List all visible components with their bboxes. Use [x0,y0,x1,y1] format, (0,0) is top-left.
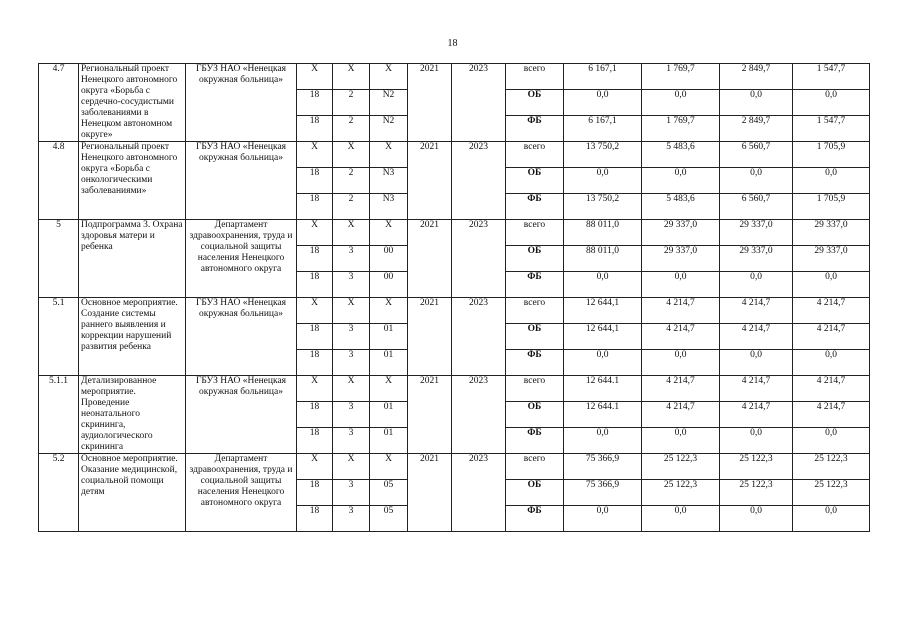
amount-2022: 0,0 [720,428,793,454]
code-pp: 3 [333,272,370,298]
year-end: 2023 [452,220,506,298]
amount-2023: 0,0 [793,272,870,298]
amount-total: 75 366,9 [564,480,642,506]
responsible-org: Департамент здравоохранения, труда и социальной защиты населения Ненецкого автономного округа [186,454,297,532]
amount-2021: 25 122,3 [642,480,720,506]
amount-total: 0,0 [564,168,642,194]
code-pp: Х [333,454,370,480]
amount-total: 12 644,1 [564,324,642,350]
amount-2021: 29 337,0 [642,220,720,246]
year-start: 2021 [408,64,452,142]
funding-source: всего [506,64,564,90]
amount-2022: 25 122,3 [720,480,793,506]
year-start: 2021 [408,376,452,454]
amount-2023: 0,0 [793,168,870,194]
code-om: 01 [370,402,408,428]
amount-total: 6 167,1 [564,116,642,142]
code-pp: 3 [333,324,370,350]
table-row [39,142,870,168]
funding-source: всего [506,220,564,246]
code-gp: Х [297,142,333,168]
code-gp: 18 [297,324,333,350]
funding-source: ФБ [506,116,564,142]
amount-2023: 25 122,3 [793,454,870,480]
item-name: Подпрограмма 3. Охрана здоровья матери и ребенка [79,220,186,298]
code-om: 05 [370,480,408,506]
code-pp: Х [333,142,370,168]
amount-2022: 25 122,3 [720,454,793,480]
amount-2022: 0,0 [720,350,793,376]
amount-total: 0,0 [564,90,642,116]
code-pp: 3 [333,246,370,272]
code-om: N2 [370,116,408,142]
amount-2023: 1 547,7 [793,116,870,142]
amount-total: 0,0 [564,350,642,376]
amount-2021: 0,0 [642,350,720,376]
amount-2021: 4 214,7 [642,324,720,350]
amount-2023: 29 337,0 [793,220,870,246]
table-row [39,220,870,246]
item-name: Основное мероприятие. Создание системы раннего выявления и коррекции нарушений развития ребенка [79,298,186,376]
code-om: 01 [370,428,408,454]
code-om: 01 [370,350,408,376]
amount-2023: 1 705,9 [793,142,870,168]
item-name: Региональный проект Ненецкого автономного округа «Борьба с онкологическими заболеваниями» [79,142,186,220]
year-start: 2021 [408,142,452,220]
item-number: 5.1 [39,298,79,376]
amount-2023: 1 547,7 [793,64,870,90]
amount-2021: 0,0 [642,168,720,194]
amount-total: 12 644,1 [564,298,642,324]
code-gp: 18 [297,116,333,142]
year-end: 2023 [452,298,506,376]
amount-2023: 0,0 [793,506,870,532]
code-om: Х [370,64,408,90]
funding-source: всего [506,142,564,168]
amount-2023: 0,0 [793,428,870,454]
amount-2023: 0,0 [793,90,870,116]
funding-source: ОБ [506,480,564,506]
code-gp: 18 [297,506,333,532]
code-gp: Х [297,298,333,324]
item-number: 5 [39,220,79,298]
item-name: Региональный проект Ненецкого автономного округа «Борьба с сердечно-сосудистыми заболеваниями в Ненецком автономном округе» [79,64,186,142]
item-number: 5.1.1 [39,376,79,454]
code-gp: Х [297,376,333,402]
year-end: 2023 [452,376,506,454]
funding-source: всего [506,454,564,480]
amount-2022: 29 337,0 [720,246,793,272]
amount-2021: 0,0 [642,428,720,454]
amount-2022: 0,0 [720,168,793,194]
code-gp: 18 [297,428,333,454]
code-pp: 3 [333,350,370,376]
funding-source: ФБ [506,350,564,376]
amount-2022: 4 214,7 [720,402,793,428]
amount-2021: 25 122,3 [642,454,720,480]
item-number: 5.2 [39,454,79,532]
amount-total: 0,0 [564,428,642,454]
code-pp: 3 [333,480,370,506]
funding-source: всего [506,298,564,324]
code-om: Х [370,298,408,324]
item-name: Основное мероприятие. Оказание медицинской, социальной помощи детям [79,454,186,532]
code-pp: 2 [333,168,370,194]
funding-source: ФБ [506,194,564,220]
amount-total: 12 644.1 [564,376,642,402]
code-om: 05 [370,506,408,532]
code-pp: 3 [333,428,370,454]
amount-2023: 4 214,7 [793,324,870,350]
amount-total: 0,0 [564,272,642,298]
year-start: 2021 [408,298,452,376]
amount-2022: 0,0 [720,90,793,116]
responsible-org: ГБУЗ НАО «Ненецкая окружная больница» [186,376,297,454]
amount-2021: 4 214,7 [642,298,720,324]
code-om: N3 [370,194,408,220]
amount-2022: 29 337,0 [720,220,793,246]
table-row [39,454,870,480]
table-row [39,298,870,324]
amount-2023: 0,0 [793,350,870,376]
amount-2021: 5 483,6 [642,142,720,168]
amount-total: 12 644.1 [564,402,642,428]
code-pp: 2 [333,90,370,116]
table-row [39,64,870,90]
amount-2021: 5 483,6 [642,194,720,220]
code-om: N3 [370,168,408,194]
code-gp: 18 [297,246,333,272]
item-name: Детализированное мероприятие. Проведение неонатального скрининга, аудиологического скрининга [79,376,186,454]
item-number: 4.7 [39,64,79,142]
year-start: 2021 [408,220,452,298]
code-pp: Х [333,298,370,324]
amount-2023: 29 337,0 [793,246,870,272]
amount-2022: 2 849,7 [720,64,793,90]
code-gp: Х [297,64,333,90]
code-gp: 18 [297,272,333,298]
funding-source: ФБ [506,506,564,532]
amount-2023: 4 214,7 [793,298,870,324]
code-gp: 18 [297,194,333,220]
code-om: Х [370,376,408,402]
amount-2022: 6 560,7 [720,194,793,220]
amount-2023: 25 122,3 [793,480,870,506]
amount-2022: 4 214,7 [720,298,793,324]
code-om: 00 [370,272,408,298]
code-gp: 18 [297,480,333,506]
amount-2021: 1 769,7 [642,64,720,90]
amount-2022: 0,0 [720,272,793,298]
code-om: 00 [370,246,408,272]
code-gp: 18 [297,168,333,194]
amount-total: 0,0 [564,506,642,532]
page-number: 18 [447,38,458,49]
amount-2021: 0,0 [642,272,720,298]
amount-total: 75 366,9 [564,454,642,480]
code-pp: 3 [333,506,370,532]
funding-source: ФБ [506,272,564,298]
budget-table [38,63,870,532]
funding-source: ФБ [506,428,564,454]
funding-source: ОБ [506,168,564,194]
code-pp: Х [333,220,370,246]
year-end: 2023 [452,454,506,532]
year-end: 2023 [452,64,506,142]
code-gp: 18 [297,402,333,428]
amount-2023: 4 214,7 [793,376,870,402]
amount-2021: 4 214,7 [642,402,720,428]
responsible-org: ГБУЗ НАО «Ненецкая окружная больница» [186,298,297,376]
funding-source: ОБ [506,90,564,116]
code-gp: Х [297,220,333,246]
amount-2023: 4 214,7 [793,402,870,428]
responsible-org: Департамент здравоохранения, труда и социальной защиты населения Ненецкого автономного округа [186,220,297,298]
code-gp: Х [297,454,333,480]
funding-source: ОБ [506,246,564,272]
amount-2022: 6 560,7 [720,142,793,168]
funding-source: всего [506,376,564,402]
responsible-org: ГБУЗ НАО «Ненецкая окружная больница» [186,64,297,142]
amount-2021: 29 337,0 [642,246,720,272]
year-start: 2021 [408,454,452,532]
year-end: 2023 [452,142,506,220]
code-om: N2 [370,90,408,116]
code-gp: 18 [297,350,333,376]
responsible-org: ГБУЗ НАО «Ненецкая окружная больница» [186,142,297,220]
amount-2021: 4 214,7 [642,376,720,402]
code-pp: Х [333,64,370,90]
funding-source: ОБ [506,324,564,350]
code-om: Х [370,142,408,168]
code-om: Х [370,220,408,246]
amount-2022: 4 214,7 [720,324,793,350]
code-pp: Х [333,376,370,402]
amount-total: 88 011,0 [564,246,642,272]
code-pp: 2 [333,194,370,220]
code-gp: 18 [297,90,333,116]
table-row [39,376,870,402]
code-pp: 3 [333,402,370,428]
amount-2021: 0,0 [642,90,720,116]
code-om: Х [370,454,408,480]
amount-2022: 4 214,7 [720,376,793,402]
amount-2022: 0,0 [720,506,793,532]
funding-source: ОБ [506,402,564,428]
amount-2023: 1 705,9 [793,194,870,220]
amount-2021: 1 769,7 [642,116,720,142]
amount-2021: 0,0 [642,506,720,532]
amount-2022: 2 849,7 [720,116,793,142]
amount-total: 13 750,2 [564,194,642,220]
code-pp: 2 [333,116,370,142]
item-number: 4.8 [39,142,79,220]
amount-total: 6 167,1 [564,64,642,90]
amount-total: 88 011,0 [564,220,642,246]
code-om: 01 [370,324,408,350]
amount-total: 13 750,2 [564,142,642,168]
